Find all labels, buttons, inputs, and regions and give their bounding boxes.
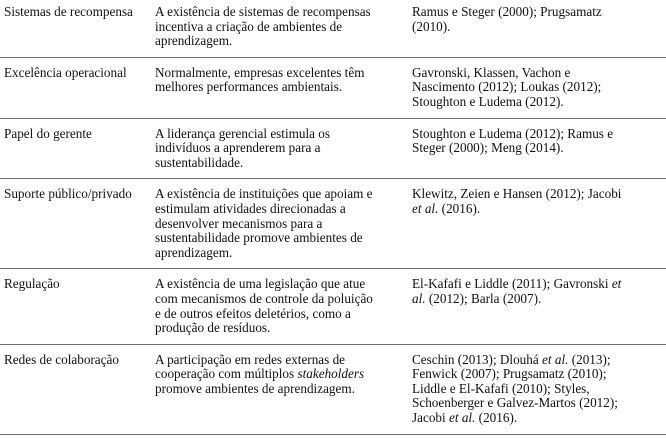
references-cell — [406, 344, 666, 434]
description-line: com mecanismos de controle da poluição — [155, 290, 373, 306]
italic-term: et al. — [449, 410, 476, 426]
description-cell — [149, 0, 406, 57]
factor-cell: Regulação — [0, 269, 149, 344]
description-line: A existência de instituições que apoiam e — [155, 186, 373, 202]
factor-cell: Papel do gerente — [0, 118, 149, 179]
description-cell — [149, 118, 406, 179]
description-line: A liderança gerencial estimula os — [155, 125, 331, 141]
reference-line: (2010). — [412, 18, 451, 34]
table-row — [0, 269, 666, 344]
italic-term: et al. — [542, 351, 569, 367]
reference-line: Liddle e El-Kafafi (2010); Styles, — [412, 380, 590, 396]
reference-line: Ramus e Steger (2000); Prugsamatz — [412, 4, 602, 19]
description-line: cooperação com múltiplos stakeholders — [155, 366, 365, 382]
references-cell — [406, 269, 666, 344]
description-line: indivíduos a aprenderem para a — [155, 140, 321, 156]
description-line: estimulam atividades direcionadas a — [155, 200, 346, 216]
table-row — [0, 0, 666, 57]
factor-cell: Sistemas de recompensa — [0, 0, 149, 57]
description-line: sustentabilidade promove ambientes de — [155, 230, 363, 246]
table-row — [0, 57, 666, 118]
reference-line: Stoughton e Ludema (2012); Ramus e — [412, 125, 614, 141]
description-line: e de outros efeitos deletérios, como a — [155, 305, 351, 321]
description-cell — [149, 179, 406, 269]
italic-term: et al. — [412, 200, 439, 216]
description-cell — [149, 344, 406, 434]
description-line: produção de resíduos. — [155, 320, 271, 336]
reference-line: Nascimento (2012); Loukas (2012); — [412, 79, 602, 95]
description-line: A existência de uma legislação que atue — [155, 276, 366, 292]
factor-cell: Redes de colaboração — [0, 344, 149, 434]
reference-line: al. (2012); Barla (2007). — [412, 290, 542, 306]
description-line: A existência de sistemas de recompensas — [155, 4, 371, 19]
reference-line: Fenwick (2007); Prugsamatz (2010); — [412, 366, 607, 382]
italic-term: et — [611, 276, 622, 292]
reference-line: et al. (2016). — [412, 200, 481, 216]
description-line: aprendizagem. — [155, 244, 233, 260]
reference-line: Ceschin (2013); Dlouhá et al. (2013); — [412, 351, 611, 367]
table-row — [0, 118, 666, 179]
description-line: incentiva a criação de ambientes de — [155, 18, 343, 34]
description-line: promove ambientes de aprendizagem. — [155, 380, 355, 396]
reference-line: Stoughton e Ludema (2012). — [412, 93, 564, 109]
italic-term: al. — [412, 290, 426, 306]
description-line: desenvolver mecanismos para a — [155, 215, 323, 231]
italic-term: stakeholders — [297, 366, 365, 382]
reference-line: Gavronski, Klassen, Vachon e — [412, 64, 571, 80]
description-cell — [149, 57, 406, 118]
description-line: melhores performances ambientais. — [155, 79, 343, 95]
description-line: sustentabilidade. — [155, 154, 244, 170]
references-cell — [406, 0, 666, 57]
reference-line: Schoenberger e Galvez-Martos (2012); — [412, 395, 618, 411]
reference-line: El-Kafafi e Liddle (2011); Gavronski et — [412, 276, 622, 292]
references-cell — [406, 179, 666, 269]
table-row — [0, 179, 666, 269]
reference-line: Klewitz, Zeien e Hansen (2012); Jacobi — [412, 186, 622, 202]
references-cell — [406, 57, 666, 118]
description-line: Normalmente, empresas excelentes têm — [155, 64, 365, 80]
factor-cell: Excelência operacional — [0, 57, 149, 118]
reference-line: Jacobi et al. (2016). — [412, 410, 518, 426]
description-line: A participação em redes externas de — [155, 351, 346, 367]
description-cell — [149, 269, 406, 344]
description-line: aprendizagem. — [155, 33, 233, 49]
reference-line: Steger (2000); Meng (2014). — [412, 140, 564, 156]
references-cell — [406, 118, 666, 179]
table-row — [0, 344, 666, 434]
factor-cell: Suporte público/privado — [0, 179, 149, 269]
